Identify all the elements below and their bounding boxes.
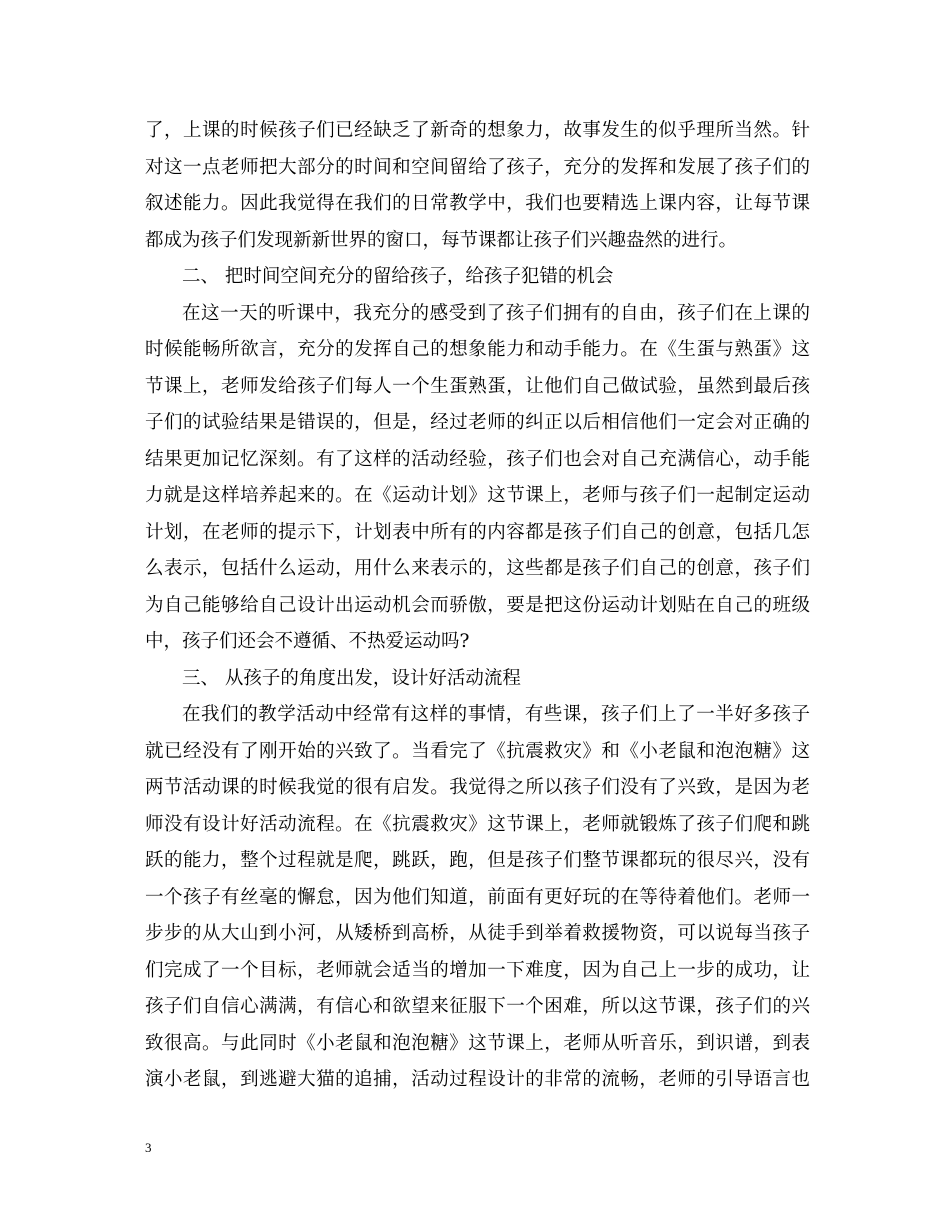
text-line: 节课上，老师发给孩子们每人一个生蛋熟蛋，让他们自己做试验，虽然到最后孩 [145,375,810,397]
text-line: 二、 把时间空间充分的留给孩子，给孩子犯错的机会 [182,266,614,287]
text-line: 就已经没有了刚开始的兴致了。当看完了《抗震救灾》和《小老鼠和泡泡糖》这 [145,740,810,762]
text-line: 师没有设计好活动流程。在《抗震救灾》这节课上，老师就锻炼了孩子们爬和跳 [145,813,810,835]
text-line: 时候能畅所欲言，充分的发挥自己的想象能力和动手能力。在《生蛋与熟蛋》这 [145,339,810,360]
text-line: 孩子们自信心满满，有信心和欲望来征服下一个困难，所以这节课，孩子们的兴 [145,996,810,1017]
text-line: 力就是这样培养起来的。在《运动计划》这节课上，老师与孩子们一起制定运动 [145,485,810,506]
text-line: 计划，在老师的提示下，计划表中所有的内容都是孩子们自己的创意，包括几怎 [145,521,810,543]
text-line: 步步的从大山到小河，从矮桥到高桥，从徒手到举着救援物资，可以说每当孩子 [145,923,810,944]
text-line: 为自己能够给自己设计出运动机会而骄傲，要是把这份运动计划贴在自己的班级 [145,594,810,616]
text-line: 在我们的教学活动中经常有这样的事情，有些课，孩子们上了一半好多孩子 [182,704,810,725]
text-line: 子们的试验结果是错误的，但是，经过老师的纠正以后相信他们一定会对正确的 [145,412,810,433]
text-line: 演小老鼠，到逃避大猫的追捕，活动过程设计的非常的流畅，老师的引导语言也 [145,1069,810,1090]
text-line: 两节活动课的时候我觉的很有启发。我觉得之所以孩子们没有了兴致，是因为老 [145,777,810,798]
text-line: 中，孩子们还会不遵循、不热爱运动吗? [145,631,470,652]
text-line: 叙述能力。因此我觉得在我们的日常教学中，我们也要精选上课内容，让每节课 [145,193,810,214]
text-line: 一个孩子有丝毫的懈怠，因为他们知道，前面有更好玩的在等待着他们。老师一 [145,886,810,908]
page-number: 3 [145,1140,152,1155]
text-line: 都成为孩子们发现新新世界的窗口，每节课都让孩子们兴趣盎然的进行。 [145,229,738,251]
text-line: 跃的能力，整个过程就是爬，跳跃，跑，但是孩子们整节课都玩的很尽兴，没有 [145,850,810,871]
document-body [145,113,810,1099]
text-line: 们完成了一个目标，老师就会适当的增加一下难度，因为自己上一步的成功，让 [145,959,810,981]
text-line: 三、 从孩子的角度出发，设计好活动流程 [182,667,521,689]
text-line: 结果更加记忆深刻。有了这样的活动经验，孩子们也会对自己充满信心，动手能 [145,448,810,470]
text-line: 在这一天的听课中，我充分的感受到了孩子们拥有的自由，孩子们在上课的 [182,302,810,324]
text-line: 致很高。与此同时《小老鼠和泡泡糖》这节课上，老师从听音乐，到识谱，到表 [145,1032,810,1054]
text-line: 对这一点老师把大部分的时间和空间留给了孩子，充分的发挥和发展了孩子们的 [145,156,810,178]
text-line: 么表示，包括什么运动，用什么来表示的，这些都是孩子们自己的创意，孩子们 [145,558,810,579]
text-line: 了，上课的时候孩子们已经缺乏了新奇的想象力，故事发生的似乎理所当然。针 [145,120,810,141]
